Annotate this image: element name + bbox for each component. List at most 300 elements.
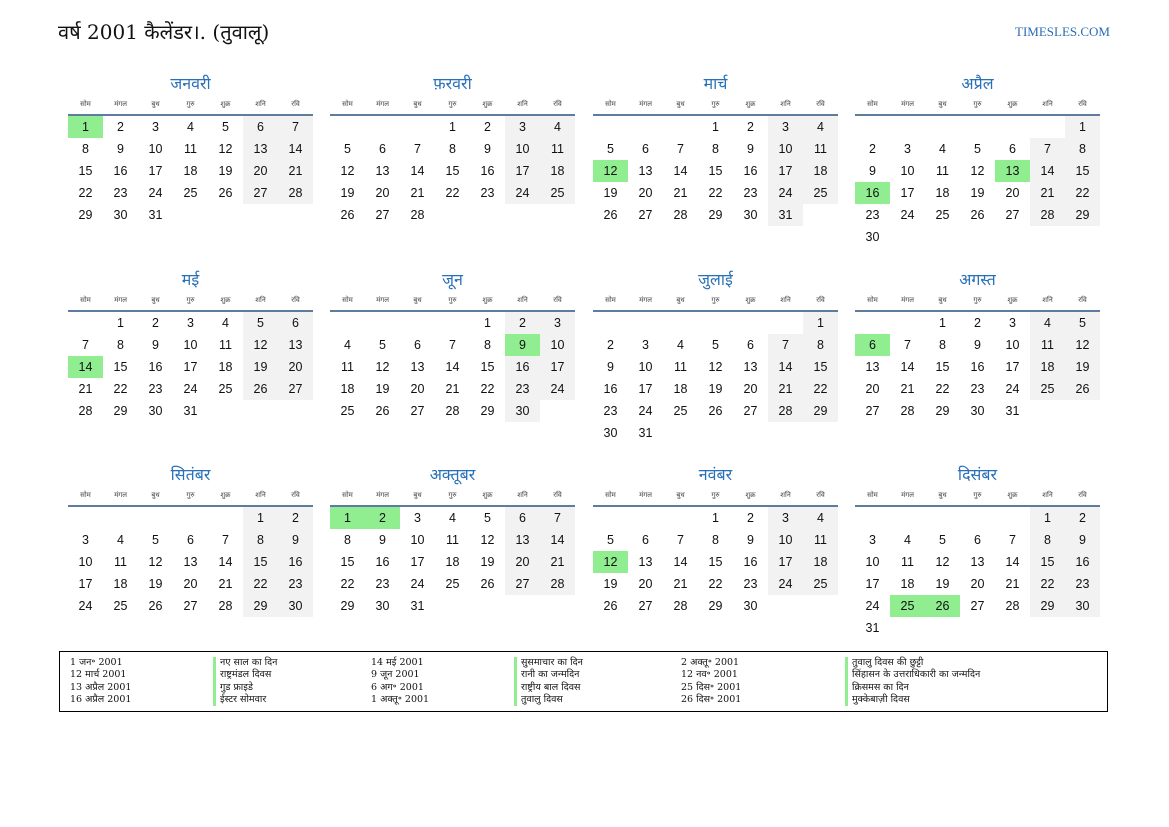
weekday-header: रवि: [1065, 95, 1100, 115]
empty-cell: [138, 506, 173, 529]
empty-cell: [400, 311, 435, 334]
empty-cell: [243, 204, 278, 226]
day-cell: 25: [540, 182, 575, 204]
month-name: मई: [181, 270, 200, 289]
month-block: [593, 73, 838, 226]
day-cell: 12: [970, 164, 985, 178]
weekday-header: मंगल: [890, 291, 925, 311]
month-table: [593, 486, 838, 617]
weekday-header: शुक्र: [733, 291, 768, 311]
empty-cell: [698, 311, 733, 334]
day-cell: 10: [768, 529, 803, 551]
day-cell: 1: [330, 506, 365, 529]
day-cell: 26: [218, 186, 233, 200]
day-cell: 30: [375, 599, 390, 613]
empty-cell: [1065, 226, 1100, 248]
empty-cell: [960, 506, 995, 529]
weekday-header: शुक्र: [208, 291, 243, 311]
day-cell: 11: [901, 555, 914, 569]
day-cell: 17: [183, 360, 198, 374]
day-cell: 8: [1065, 138, 1100, 160]
day-cell: 4: [803, 115, 838, 138]
day-cell: 15: [1030, 551, 1065, 573]
day-cell: 19: [708, 382, 723, 396]
empty-cell: [803, 595, 838, 617]
day-cell: 22: [1030, 573, 1065, 595]
day-cell: 23: [743, 577, 758, 591]
day-cell: 23: [1065, 573, 1100, 595]
weekday-header: रवि: [540, 95, 575, 115]
weekday-header: शुक्र: [995, 486, 1030, 506]
day-cell: 24: [1005, 382, 1020, 396]
day-cell: 26: [925, 595, 960, 617]
day-cell: 18: [183, 164, 198, 178]
day-cell: 25: [113, 599, 128, 613]
day-cell: 12: [593, 551, 628, 573]
day-cell: 25: [183, 186, 198, 200]
day-cell: 22: [78, 186, 93, 200]
weekday-header: मंगल: [628, 486, 663, 506]
empty-cell: [663, 422, 698, 444]
weekday-header: गुरु: [698, 95, 733, 115]
weekday-header: शुक्र: [470, 291, 505, 311]
day-cell: 2: [1065, 506, 1100, 529]
weekday-header: सोम: [593, 291, 628, 311]
day-cell: 8: [712, 142, 719, 156]
day-cell: 1: [117, 316, 124, 330]
day-cell: 8: [939, 338, 946, 352]
day-cell: 4: [449, 511, 456, 525]
weekday-header: मंगल: [628, 291, 663, 311]
day-cell: 20: [505, 551, 540, 573]
day-cell: 13: [375, 164, 390, 178]
day-cell: 4: [117, 533, 124, 547]
empty-cell: [435, 595, 470, 617]
empty-cell: [278, 400, 313, 422]
month-name: अप्रैल: [961, 74, 994, 93]
day-cell: 30: [743, 599, 758, 613]
day-cell: 8: [344, 533, 351, 547]
day-cell: 19: [935, 577, 950, 591]
legend-holiday: तुवालु दिवस की छुट्टी: [845, 657, 980, 669]
day-cell: 1: [484, 316, 491, 330]
legend-dates-1: [70, 657, 131, 706]
day-cell: 26: [603, 208, 618, 222]
day-cell: 18: [540, 160, 575, 182]
day-cell: 14: [278, 138, 313, 160]
empty-cell: [435, 204, 470, 226]
day-cell: 15: [708, 164, 723, 178]
day-cell: 19: [603, 577, 618, 591]
day-cell: 5: [379, 338, 386, 352]
month-table: [330, 291, 575, 422]
day-cell: 9: [117, 142, 124, 156]
day-cell: 29: [1065, 204, 1100, 226]
empty-cell: [1065, 617, 1100, 639]
day-cell: 20: [243, 160, 278, 182]
day-cell: 19: [970, 186, 985, 200]
weekday-header: गुरु: [960, 486, 995, 506]
day-cell: 4: [540, 115, 575, 138]
day-cell: 10: [865, 555, 880, 569]
empty-cell: [208, 204, 243, 226]
day-cell: 2: [505, 311, 540, 334]
day-cell: 5: [974, 142, 981, 156]
empty-cell: [470, 204, 505, 226]
empty-cell: [890, 506, 925, 529]
day-cell: 19: [340, 186, 355, 200]
day-cell: 11: [540, 138, 575, 160]
day-cell: 25: [218, 382, 233, 396]
day-cell: 13: [505, 529, 540, 551]
day-cell: 2: [278, 506, 313, 529]
day-cell: 30: [505, 400, 540, 422]
day-cell: 12: [375, 360, 390, 374]
day-cell: 21: [410, 186, 425, 200]
day-cell: 25: [673, 404, 688, 418]
empty-cell: [103, 506, 138, 529]
day-cell: 21: [278, 160, 313, 182]
day-cell: 4: [677, 338, 684, 352]
empty-cell: [663, 311, 698, 334]
day-cell: 30: [603, 426, 618, 440]
day-cell: 13: [243, 138, 278, 160]
day-cell: 30: [113, 208, 128, 222]
legend-holiday: मुक्केबाज़ी दिवस: [845, 694, 980, 706]
empty-cell: [628, 115, 663, 138]
empty-cell: [435, 311, 470, 334]
day-cell: 28: [278, 182, 313, 204]
day-cell: 20: [1005, 186, 1020, 200]
legend-holiday: तुवालु दिवस: [514, 694, 583, 706]
day-cell: 14: [68, 356, 103, 378]
day-cell: 11: [674, 360, 687, 374]
day-cell: 5: [607, 533, 614, 547]
day-cell: 19: [375, 382, 390, 396]
day-cell: 6: [642, 142, 649, 156]
day-cell: 16: [855, 182, 890, 204]
day-cell: 28: [410, 208, 425, 222]
weekday-header: सोम: [593, 95, 628, 115]
day-cell: 21: [1005, 577, 1020, 591]
day-cell: 27: [743, 404, 758, 418]
legend-date: 2 अक्तू॰ 2001: [681, 657, 740, 668]
day-cell: 28: [540, 573, 575, 595]
weekday-header: बुध: [925, 291, 960, 311]
day-cell: 28: [1005, 599, 1020, 613]
day-cell: 9: [505, 334, 540, 356]
day-cell: 16: [970, 360, 985, 374]
empty-cell: [330, 311, 365, 334]
day-cell: 2: [152, 316, 159, 330]
empty-cell: [1030, 400, 1065, 422]
legend-holiday: क्रिसमस का दिन: [845, 682, 980, 694]
empty-cell: [663, 506, 698, 529]
weekday-header: बुध: [663, 95, 698, 115]
month-table: [330, 95, 575, 226]
day-cell: 1: [803, 311, 838, 334]
weekday-header: शनि: [768, 95, 803, 115]
weekday-header: शनि: [1030, 291, 1065, 311]
month-name: फ़रवरी: [433, 74, 472, 93]
day-cell: 7: [768, 334, 803, 356]
day-cell: 9: [747, 142, 754, 156]
weekday-header: गुरु: [435, 291, 470, 311]
day-cell: 17: [865, 577, 880, 591]
day-cell: 11: [803, 138, 838, 160]
month-table: [855, 95, 1100, 248]
day-cell: 29: [708, 599, 723, 613]
day-cell: 3: [904, 142, 911, 156]
month-name: अक्तूबर: [429, 465, 476, 484]
legend-names-3: [845, 657, 980, 706]
empty-cell: [768, 595, 803, 617]
day-cell: 31: [638, 426, 653, 440]
weekday-header: गुरु: [698, 486, 733, 506]
day-cell: 22: [708, 186, 723, 200]
day-cell: 28: [218, 599, 233, 613]
weekday-header: शुक्र: [995, 95, 1030, 115]
day-cell: 26: [708, 404, 723, 418]
day-cell: 18: [340, 382, 355, 396]
day-cell: 22: [803, 378, 838, 400]
day-cell: 15: [445, 164, 460, 178]
empty-cell: [890, 226, 925, 248]
day-cell: 27: [375, 208, 390, 222]
day-cell: 25: [340, 404, 355, 418]
weekday-header: शनि: [243, 486, 278, 506]
day-cell: 1: [449, 120, 456, 134]
day-cell: 2: [484, 120, 491, 134]
month-name: मार्च: [703, 74, 728, 93]
weekday-header: शनि: [505, 95, 540, 115]
day-cell: 7: [222, 533, 229, 547]
weekday-header: रवि: [278, 291, 313, 311]
day-cell: 23: [743, 186, 758, 200]
month-table: [855, 291, 1100, 422]
day-cell: 11: [446, 533, 459, 547]
day-cell: 13: [278, 334, 313, 356]
month-table: [68, 291, 313, 422]
legend-date: 25 दिस॰ 2001: [681, 681, 742, 693]
day-cell: 21: [673, 186, 688, 200]
day-cell: 31: [865, 621, 880, 635]
day-cell: 10: [148, 142, 163, 156]
day-cell: 18: [218, 360, 233, 374]
empty-cell: [540, 595, 575, 617]
weekday-header: मंगल: [628, 95, 663, 115]
weekday-header: बुध: [400, 95, 435, 115]
day-cell: 31: [410, 599, 425, 613]
day-cell: 12: [593, 160, 628, 182]
day-cell: 1: [712, 511, 719, 525]
day-cell: 18: [803, 551, 838, 573]
weekday-header: बुध: [138, 486, 173, 506]
day-cell: 27: [638, 208, 653, 222]
empty-cell: [68, 506, 103, 529]
day-cell: 17: [768, 160, 803, 182]
weekday-header: शनि: [243, 95, 278, 115]
day-cell: 1: [243, 506, 278, 529]
day-cell: 23: [278, 573, 313, 595]
month-block: [68, 464, 313, 617]
day-cell: 21: [78, 382, 93, 396]
day-cell: 10: [78, 555, 93, 569]
day-cell: 17: [505, 160, 540, 182]
weekday-header: शनि: [768, 291, 803, 311]
weekday-header: बुध: [663, 486, 698, 506]
day-cell: 16: [278, 551, 313, 573]
day-cell: 11: [341, 360, 354, 374]
day-cell: 5: [152, 533, 159, 547]
weekday-header: मंगल: [890, 95, 925, 115]
day-cell: 28: [78, 404, 93, 418]
day-cell: 16: [375, 555, 390, 569]
month-table: [68, 486, 313, 617]
day-cell: 23: [603, 404, 618, 418]
day-cell: 17: [540, 356, 575, 378]
empty-cell: [925, 115, 960, 138]
day-cell: 14: [410, 164, 425, 178]
day-cell: 1: [712, 120, 719, 134]
day-cell: 18: [113, 577, 128, 591]
weekday-header: सोम: [68, 486, 103, 506]
day-cell: 20: [375, 186, 390, 200]
day-cell: 26: [480, 577, 495, 591]
day-cell: 19: [218, 164, 233, 178]
day-cell: 9: [278, 529, 313, 551]
day-cell: 26: [375, 404, 390, 418]
day-cell: 20: [410, 382, 425, 396]
day-cell: 15: [340, 555, 355, 569]
day-cell: 7: [677, 142, 684, 156]
empty-cell: [663, 115, 698, 138]
day-cell: 15: [935, 360, 950, 374]
day-cell: 27: [278, 378, 313, 400]
month-block: [593, 269, 838, 444]
day-cell: 13: [970, 555, 985, 569]
day-cell: 17: [78, 577, 93, 591]
empty-cell: [593, 506, 628, 529]
weekday-header: रवि: [1065, 291, 1100, 311]
day-cell: 13: [865, 360, 880, 374]
day-cell: 27: [970, 599, 985, 613]
weekday-header: सोम: [68, 291, 103, 311]
day-cell: 6: [278, 311, 313, 334]
weekday-header: सोम: [330, 486, 365, 506]
empty-cell: [505, 204, 540, 226]
weekday-header: सोम: [68, 95, 103, 115]
day-cell: 7: [677, 533, 684, 547]
empty-cell: [768, 311, 803, 334]
day-cell: 14: [768, 356, 803, 378]
day-cell: 20: [183, 577, 198, 591]
day-cell: 13: [995, 160, 1030, 182]
empty-cell: [1030, 617, 1065, 639]
empty-cell: [208, 506, 243, 529]
day-cell: 2: [365, 506, 400, 529]
day-cell: 4: [187, 120, 194, 134]
weekday-header: शनि: [243, 291, 278, 311]
day-cell: 10: [410, 533, 425, 547]
day-cell: 2: [747, 120, 754, 134]
day-cell: 6: [855, 334, 890, 356]
day-cell: 9: [484, 142, 491, 156]
day-cell: 30: [148, 404, 163, 418]
day-cell: 10: [900, 164, 915, 178]
legend-date: 12 नव॰ 2001: [681, 669, 738, 681]
day-cell: 6: [974, 533, 981, 547]
weekday-header: बुध: [925, 486, 960, 506]
day-cell: 7: [540, 506, 575, 529]
weekday-header: गुरु: [435, 486, 470, 506]
day-cell: 22: [340, 577, 355, 591]
day-cell: 20: [970, 577, 985, 591]
empty-cell: [593, 115, 628, 138]
empty-cell: [628, 506, 663, 529]
day-cell: 3: [414, 511, 421, 525]
day-cell: 14: [673, 555, 688, 569]
day-cell: 21: [218, 577, 233, 591]
day-cell: 3: [642, 338, 649, 352]
weekday-header: मंगल: [103, 95, 138, 115]
day-cell: 20: [743, 382, 758, 396]
day-cell: 19: [1065, 356, 1100, 378]
weekday-header: रवि: [540, 291, 575, 311]
site-link[interactable]: TIMESLES.COM: [1015, 24, 1110, 39]
month-block: [330, 73, 575, 226]
weekday-header: बुध: [663, 291, 698, 311]
day-cell: 23: [480, 186, 495, 200]
empty-cell: [698, 422, 733, 444]
weekday-header: गुरु: [960, 291, 995, 311]
day-cell: 23: [865, 208, 880, 222]
day-cell: 8: [712, 533, 719, 547]
weekday-header: शुक्र: [470, 95, 505, 115]
weekday-header: सोम: [855, 95, 890, 115]
empty-cell: [925, 506, 960, 529]
day-cell: 5: [243, 311, 278, 334]
month-table: [68, 95, 313, 226]
weekday-header: शनि: [1030, 95, 1065, 115]
day-cell: 15: [480, 360, 495, 374]
day-cell: 17: [900, 186, 915, 200]
day-cell: 29: [1030, 595, 1065, 617]
empty-cell: [470, 595, 505, 617]
day-cell: 19: [243, 356, 278, 378]
day-cell: 26: [603, 599, 618, 613]
day-cell: 3: [1009, 316, 1016, 330]
day-cell: 12: [480, 533, 495, 547]
weekday-header: मंगल: [890, 486, 925, 506]
day-cell: 18: [673, 382, 688, 396]
day-cell: 27: [638, 599, 653, 613]
day-cell: 23: [375, 577, 390, 591]
empty-cell: [960, 617, 995, 639]
day-cell: 10: [1005, 338, 1020, 352]
day-cell: 11: [1030, 334, 1065, 356]
day-cell: 20: [638, 186, 653, 200]
day-cell: 15: [113, 360, 128, 374]
weekday-header: बुध: [138, 291, 173, 311]
weekday-header: गुरु: [173, 95, 208, 115]
month-block: [68, 73, 313, 226]
day-cell: 5: [344, 142, 351, 156]
day-cell: 5: [1065, 311, 1100, 334]
day-cell: 30: [970, 404, 985, 418]
day-cell: 8: [484, 338, 491, 352]
day-cell: 9: [974, 338, 981, 352]
